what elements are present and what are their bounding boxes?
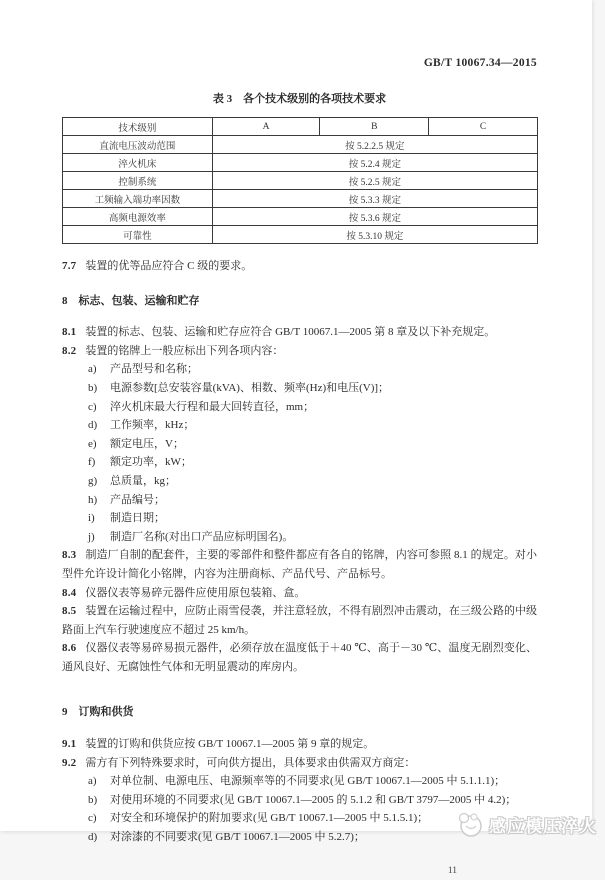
section-number: 8 bbox=[62, 294, 68, 307]
clause-number: 9.1 bbox=[62, 738, 77, 751]
list-item-letter: a) bbox=[88, 775, 97, 788]
table-row bbox=[63, 154, 538, 172]
list-item bbox=[62, 416, 537, 435]
list-item bbox=[62, 509, 537, 528]
clause-8-3 bbox=[62, 546, 537, 583]
clause-8-4 bbox=[62, 584, 537, 603]
table-row-label: 可靠性 bbox=[63, 226, 213, 244]
watermark-label: 感应模压淬火 bbox=[489, 816, 597, 836]
table-row-value: 按 5.3.6 规定 bbox=[212, 208, 537, 226]
list-item-letter: b) bbox=[88, 381, 98, 394]
list-item-text: 对安全和环境保护的附加要求(见 GB/T 10067.1—2005 中 5.1.5.1)； bbox=[110, 812, 429, 825]
clause-number: 8.1 bbox=[62, 326, 77, 339]
section-number: 9 bbox=[62, 706, 68, 719]
clause-number: 8.5 bbox=[62, 605, 77, 618]
list-item-text: 制造日期； bbox=[110, 512, 165, 525]
list-item bbox=[62, 379, 537, 398]
clause-text: 仪器仪表等易碎元器件应使用原包装箱、盒。 bbox=[85, 586, 306, 599]
section-9-heading bbox=[62, 703, 537, 722]
clause-text: 装置的优等品应符合 C 级的要求。 bbox=[85, 260, 253, 272]
list-item-text: 产品型号和名称； bbox=[110, 363, 198, 376]
list-item bbox=[62, 528, 537, 547]
document-body bbox=[62, 257, 537, 880]
table-row-value: 按 5.2.2.5 规定 bbox=[212, 136, 537, 154]
list-item-letter: d) bbox=[88, 419, 98, 432]
list-item-letter: i) bbox=[88, 512, 95, 525]
clause-text: 装置的订购和供货应按 GB/T 10067.1—2005 第 9 章的规定。 bbox=[85, 738, 375, 751]
list-item-letter: c) bbox=[88, 400, 97, 413]
list-item-letter: j) bbox=[88, 530, 95, 543]
section-8-heading bbox=[62, 292, 537, 311]
table-col-header: B bbox=[320, 118, 429, 136]
list-item bbox=[62, 791, 537, 810]
table-3 bbox=[62, 117, 538, 244]
table-row-value: 按 5.2.5 规定 bbox=[212, 172, 537, 190]
table-3-title: 表 3 各个技术级别的各项技术要求 bbox=[212, 93, 387, 105]
list-item-letter: h) bbox=[88, 493, 98, 506]
list-item bbox=[62, 828, 537, 847]
page-number: 11 bbox=[447, 865, 457, 876]
list-item-text: 总质量，kg； bbox=[110, 474, 176, 487]
list-item bbox=[62, 398, 537, 417]
table-row bbox=[63, 190, 538, 208]
table-col-header: 技术级别 bbox=[63, 118, 213, 136]
list-item-text: 电源参数[总安装容量(kVA)、相数、频率(Hz)和电压(V)]； bbox=[110, 381, 390, 394]
table-row bbox=[63, 226, 538, 244]
list-item-letter: b) bbox=[88, 793, 98, 806]
clause-text: 装置的标志、包装、运输和贮存应符合 GB/T 10067.1—2005 第 8 章及以下补充规定。 bbox=[85, 326, 496, 339]
clause-number: 8.3 bbox=[62, 549, 77, 562]
table-row-label: 控制系统 bbox=[63, 172, 213, 190]
list-item-text: 制造厂名称(对出口产品应标明国名)。 bbox=[110, 530, 294, 543]
clause-8-2 bbox=[62, 342, 537, 361]
list-item bbox=[62, 435, 537, 454]
list-item bbox=[62, 472, 537, 491]
list-item bbox=[62, 360, 537, 379]
section-title: 标志、包装、运输和贮存 bbox=[78, 294, 200, 307]
table-row-value: 按 5.2.4 规定 bbox=[212, 154, 537, 172]
table-row-value: 按 5.3.10 规定 bbox=[212, 226, 537, 244]
table-row-label: 工频输入端功率因数 bbox=[63, 190, 213, 208]
table-row-value: 按 5.3.3 规定 bbox=[212, 190, 537, 208]
clause-8-6 bbox=[62, 639, 537, 676]
clause-text: 制造厂自制的配套件，主要的零部件和整件都应有各自的铭牌，内容可参照 8.1 的规定。对小型件允许设计简化小铭牌，内容为注册商标、产品代号、产品标号。 bbox=[62, 549, 537, 580]
clause-text: 装置的铭牌上一般应标出下列各项内容： bbox=[85, 344, 284, 357]
clause-number: 9.2 bbox=[62, 756, 77, 769]
clause-8-5 bbox=[62, 602, 537, 639]
list-item-text: 产品编号； bbox=[110, 493, 165, 506]
list-item-letter: g) bbox=[88, 474, 98, 487]
list-item-text: 额定功率，kW； bbox=[110, 456, 192, 469]
clause-number: 8.6 bbox=[62, 642, 77, 655]
list-item-text: 对涂漆的不同要求(见 GB/T 10067.1—2005 中 5.2.7)； bbox=[110, 831, 365, 844]
clause-number: 8.4 bbox=[62, 586, 77, 599]
clause-number: 7.7 bbox=[62, 260, 77, 272]
table-col-header: C bbox=[429, 118, 538, 136]
list-item-letter: c) bbox=[88, 812, 97, 825]
list-item bbox=[62, 453, 537, 472]
list-item-text: 额定电压，V； bbox=[110, 437, 184, 450]
list-item bbox=[62, 809, 537, 828]
clause-9-2 bbox=[62, 754, 537, 773]
list-item bbox=[62, 772, 537, 791]
table-row bbox=[63, 136, 538, 154]
list-item-letter: f) bbox=[88, 456, 96, 469]
table-header-row bbox=[63, 118, 538, 136]
clause-8-1 bbox=[62, 323, 537, 342]
clause-text: 仪器仪表等易碎易损元器件，必须存放在温度低于＋40 ℃、高于－30 ℃、温度无剧烈变化、通风良好、无腐蚀性气体和无明显震动的库房内。 bbox=[62, 642, 537, 673]
table-row-label: 淬火机床 bbox=[63, 154, 213, 172]
table-row-label: 高频电源效率 bbox=[63, 208, 213, 226]
table-col-header: A bbox=[212, 118, 320, 136]
clause-7-7 bbox=[62, 257, 537, 276]
list-item-letter: a) bbox=[88, 363, 97, 376]
clause-number: 8.2 bbox=[62, 344, 77, 357]
list-item-text: 对使用环境的不同要求(见 GB/T 10067.1—2005 的 5.1.2 和 GB/T 3797—2005 中 4.2)； bbox=[110, 793, 517, 806]
list-item-letter: d) bbox=[88, 831, 98, 844]
list-item-text: 工作频率，kHz； bbox=[110, 419, 195, 432]
list-item bbox=[62, 491, 537, 510]
clause-9-1 bbox=[62, 735, 537, 754]
table-row bbox=[63, 208, 538, 226]
section-title: 订购和供货 bbox=[78, 706, 134, 719]
standard-reference: GB/T 10067.34—2015 bbox=[423, 57, 537, 69]
list-item-text: 淬火机床最大行程和最大回转直径，mm； bbox=[110, 400, 315, 413]
clause-text: 需方有下列特殊要求时，可向供方提出，具体要求由供需双方商定： bbox=[85, 756, 416, 769]
clause-text: 装置在运输过程中，应防止雨雪侵袭，并注意轻放，不得有剧烈冲击震动，在三级公路的中级路面上汽车行驶速度应不超过 25 km/h。 bbox=[62, 605, 537, 636]
list-item-letter: e) bbox=[88, 437, 97, 450]
table-row-label: 直流电压波动范围 bbox=[63, 136, 213, 154]
table-row bbox=[63, 172, 538, 190]
list-item-text: 对单位制、电源电压、电源频率等的不同要求(见 GB/T 10067.1—2005 中 5.1.1.1)； bbox=[110, 775, 506, 788]
